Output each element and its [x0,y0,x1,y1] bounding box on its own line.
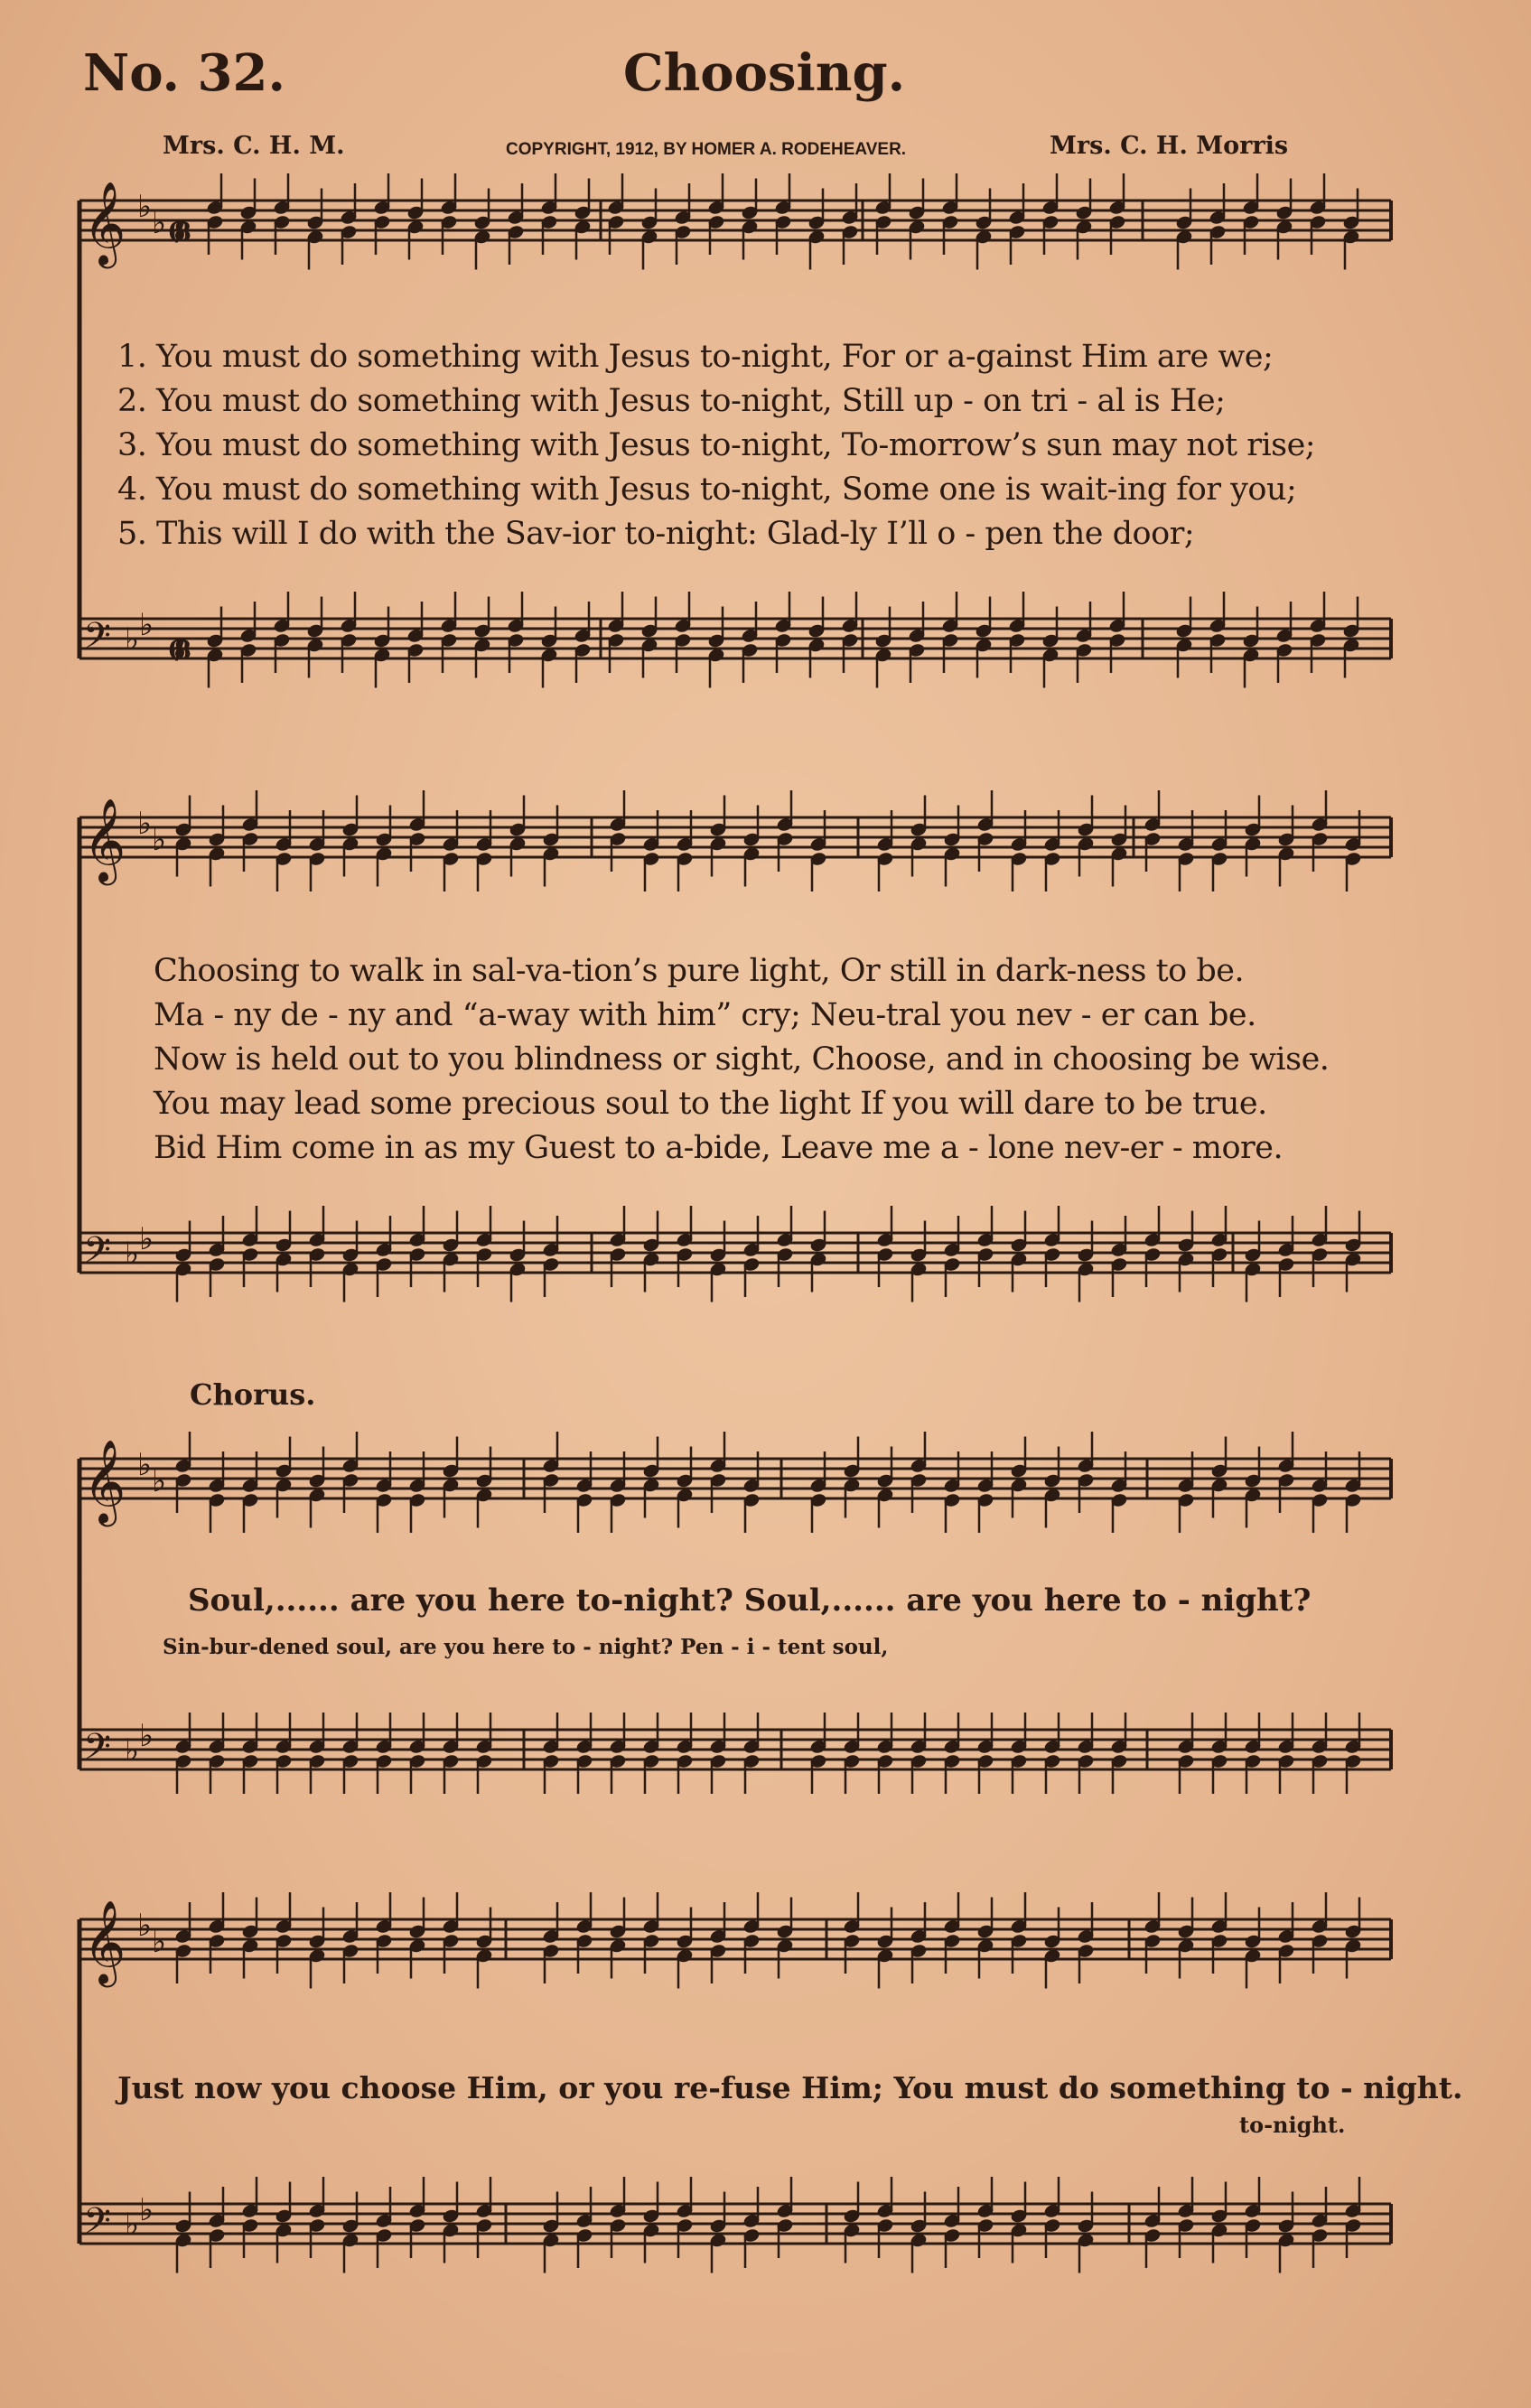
flat-icon: ♭ [137,1908,153,1944]
flat-icon: ♭ [137,806,153,842]
flat-icon: ♭ [137,1447,153,1483]
chorus-line-2-alto: to-night. [1239,2112,1346,2138]
flat-icon: ♭ [152,822,167,858]
flat-icon: ♭ [152,1463,167,1499]
music-credit: Mrs. C. H. Morris [1050,132,1289,160]
verse-line: Ma - ny de - ny and “a-way with him” cry; Neu-tral you nev - er can be. [154,997,1256,1033]
words-credit: Mrs. C. H. M. [163,132,345,160]
flat-icon: ♭ [139,1221,154,1257]
hymn-title: Choosing. [623,43,906,103]
chorus-line-2: Just now you choose Him, or you re-fuse Him; You must do something to - night. [117,2070,1463,2105]
flat-icon: ♭ [152,205,167,241]
verse-line: 2. You must do something with Jesus to-night, Still up - on tri - al is He; [117,383,1226,419]
chorus-line-1-alto: Sin-bur-dened soul, are you here to - night? Pen - i - tent soul, [163,1635,889,1659]
treble-clef-icon: 𝄞 [83,1439,126,1523]
verse-line: Now is held out to you blindness or sight, Choose, and in choosing be wise. [154,1041,1330,1078]
flat-icon: ♭ [125,1236,140,1272]
verse-line: 1. You must do something with Jesus to-night, For or a-gainst Him are we; [117,339,1274,375]
bass-clef-icon: 𝄢 [83,2200,111,2251]
bass-clef-icon: 𝄢 [83,1726,111,1777]
verse-line: 4. You must do something with Jesus to-night, Some one is wait-ing for you; [117,471,1297,508]
flat-icon: ♭ [137,189,153,225]
verse-line: Choosing to walk in sal-va-tion’s pure light, Or still in dark-ness to be. [154,953,1245,989]
flat-icon: ♭ [139,1718,154,1754]
flat-icon: ♭ [125,621,140,658]
time-signature: 6/8 [168,217,191,247]
flat-icon: ♭ [125,2207,140,2243]
verse-line: 3. You must do something with Jesus to-night, To-morrow’s sun may not rise; [117,427,1316,463]
treble-clef-icon: 𝄞 [83,181,126,265]
hymn-number: No. 32. [83,43,285,103]
verse-line: Bid Him come in as my Guest to a-bide, Leave me a - lone nev-er - more. [154,1130,1284,1166]
time-signature: 6/8 [168,635,191,665]
chorus-line-1: Soul,...... are you here to-night? Soul,...... are you here to - night? [188,1582,1312,1619]
chorus-label: Chorus. [190,1377,316,1412]
flat-icon: ♭ [125,1732,140,1769]
copyright-notice: COPYRIGHT, 1912, BY HOMER A. RODEHEAVER. [506,140,907,159]
bass-clef-icon: 𝄢 [83,1229,111,1280]
flat-icon: ♭ [139,607,154,643]
verse-line: You may lead some precious soul to the light If you will dare to be true. [154,1086,1267,1122]
flat-icon: ♭ [139,2192,154,2228]
bass-clef-icon: 𝄢 [83,615,111,666]
verse-line: 5. This will I do with the Sav-ior to-night: Glad-ly I’ll o - pen the door; [117,516,1195,552]
treble-clef-icon: 𝄞 [83,1899,126,1983]
flat-icon: ♭ [152,1924,167,1960]
treble-clef-icon: 𝄞 [83,798,126,882]
